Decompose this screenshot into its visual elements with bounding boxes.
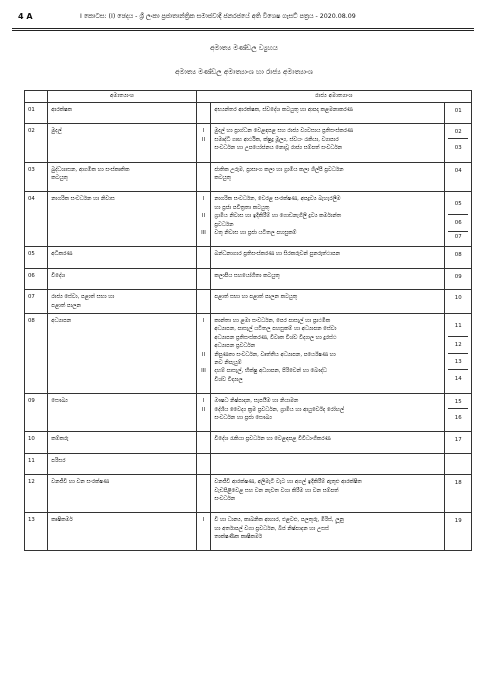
table-row <box>25 192 472 247</box>
row-number: 02 <box>25 124 48 162</box>
table-row <box>25 268 472 289</box>
state-ministry-number: 14 <box>454 376 462 383</box>
ministry-name <box>48 394 196 432</box>
ministry-name-line: කටයුතු <box>51 174 68 181</box>
table-row <box>25 313 472 393</box>
state-ministry-line: සමෘද්ධි ගෘහ ආර්ථික, ක්ෂුද්‍ර මූල්‍ය, ස්වයං රැකියා, ව්‍යාපාර <box>214 136 339 143</box>
row-number: 08 <box>25 313 48 393</box>
state-ministry-line: සංවර්ධන හා උපයෝජනය නොවූ රාජ්‍ය සම්පත් සංවර්ධන <box>214 145 343 152</box>
ministry-name-line: අධිකරණ <box>51 251 73 258</box>
roman-numeral <box>200 533 208 541</box>
roman-numerals <box>196 103 211 124</box>
state-ministry-line: අධ්‍යාපන, පාසැල් යටිතල පහසුකම් හා අධ්‍යාපන සේවා <box>214 326 337 333</box>
running-header <box>0 12 488 26</box>
roman-numeral: II <box>201 213 206 220</box>
state-ministry-line: ග්‍රාමීය නිවාස හා ඉදිකිරීම් හා ගොඩනැගිලි ද්‍රව්‍ය කර්මාන්ත <box>214 213 342 220</box>
state-ministry-line: නව නිපැයුම් <box>214 359 242 366</box>
state-ministry-number: 19 <box>454 518 462 525</box>
state-ministry-names <box>211 247 445 268</box>
ministry-name-line: ආරක්ෂක <box>51 107 72 113</box>
roman-numeral: III <box>201 229 206 236</box>
ministry-name <box>48 432 196 453</box>
state-ministry-numbers <box>445 453 472 474</box>
state-ministry-number: 05 <box>448 195 468 215</box>
state-ministry-names <box>211 313 445 393</box>
roman-numerals <box>196 192 211 247</box>
roman-numeral <box>200 487 208 495</box>
state-ministry-names <box>211 124 445 162</box>
row-number: 04 <box>25 192 48 247</box>
table-row <box>25 513 472 551</box>
ministry-name-line: කම්කරු <box>51 436 69 443</box>
roman-numeral: II <box>201 136 206 143</box>
state-ministry-line: අභ්‍යන්තර ආරක්ෂක, ස්වදේශ කටයුතු හා ආපදා කළමනාකරණ <box>214 107 353 113</box>
roman-numeral <box>200 221 208 229</box>
roman-numeral <box>200 106 208 114</box>
row-number: 09 <box>25 394 48 432</box>
state-ministry-line: කාන්තා හා ළමා සංවර්ධන, පෙර පාසැල් හා ප්‍රාථමික <box>214 317 331 324</box>
roman-numeral <box>200 342 208 350</box>
table-row <box>25 394 472 432</box>
row-number: 03 <box>25 162 48 192</box>
state-ministry-names <box>211 394 445 432</box>
table-row <box>25 103 472 124</box>
roman-numerals <box>196 453 211 474</box>
header-state-ministry: රාජ්‍ය අමාත්‍යාංශ <box>196 91 471 103</box>
ministry-name-line: විදේශ <box>51 272 66 279</box>
row-number: 12 <box>25 475 48 513</box>
state-ministry-line: හා අර්තාපල් වගා ප්‍රවර්ධන, බීජ නිෂ්පාදන හා උසස් <box>214 525 329 532</box>
ministry-name-line: මුදල් <box>51 128 62 135</box>
state-ministry-line: විශ්ව විද්‍යාල <box>214 376 243 383</box>
ministry-name-line: කෘෂිකර්ම <box>51 517 73 524</box>
state-ministry-line: දහම් පාසැල්, භික්ෂු අධ්‍යාපන, පිරිවෙන් හා බෞද්ධ <box>214 368 327 375</box>
state-ministry-line: දේශීය වෛද්‍ය ක්‍රම ප්‍රවර්ධන, ග්‍රාමීය හා ආයුර්වේද රෝහල් <box>214 406 344 413</box>
ministry-name-line: නාගරික සංවර්ධන හා නිවාස <box>51 196 115 203</box>
state-ministry-names <box>211 513 445 551</box>
roman-numeral: I <box>202 196 205 203</box>
state-ministry-numbers <box>445 432 472 453</box>
roman-numeral: I <box>202 128 205 135</box>
roman-numerals <box>196 513 211 551</box>
roman-numeral: III <box>201 368 206 375</box>
table-row <box>25 162 472 192</box>
state-ministry-names <box>211 162 445 192</box>
state-ministry-names <box>211 432 445 453</box>
ministry-name-line: අධ්‍යාපන <box>51 317 72 324</box>
state-ministry-number: 15 <box>448 397 468 408</box>
state-ministry-number <box>448 457 468 471</box>
roman-numeral <box>200 525 208 533</box>
table-row <box>25 290 472 314</box>
ministry-name <box>48 103 196 124</box>
state-ministry-line: ප්‍රවර්ධන <box>214 221 234 228</box>
roman-numeral <box>200 293 208 301</box>
roman-numeral <box>200 166 208 174</box>
state-ministry-number: 02 <box>448 127 468 138</box>
ministry-name <box>48 247 196 268</box>
state-ministry-line: කලාපීය සහයෝගිතා කටයුතු <box>214 272 280 279</box>
state-ministry-names <box>211 475 445 513</box>
table-row <box>25 124 472 162</box>
state-ministry-line: විදේශ රැකියා ප්‍රවර්ධන හා වෙළඳපළ විවිධාංගීකරණ <box>214 436 331 443</box>
table-row <box>25 453 472 474</box>
state-ministry-numbers <box>445 475 472 513</box>
table-row <box>25 475 472 513</box>
row-number: 10 <box>25 432 48 453</box>
state-ministry-numbers <box>445 394 472 432</box>
roman-numerals <box>196 475 211 513</box>
roman-numeral <box>200 435 208 443</box>
state-ministry-numbers <box>445 192 472 247</box>
state-ministry-line: වනජීවී ආරක්ෂණ, අලිමැටි වැට හා අගල් ඉදිකිරීම් ඇතුළු ආරක්ෂිත <box>214 479 362 486</box>
state-ministry-number: 09 <box>454 273 462 280</box>
roman-numeral: II <box>201 351 206 358</box>
roman-numerals <box>196 247 211 268</box>
state-ministry-number: 07 <box>454 233 462 240</box>
roman-numeral <box>200 359 208 367</box>
page-number: 4 A <box>18 12 33 21</box>
ministry-name <box>48 192 196 247</box>
roman-numeral: II <box>201 406 206 413</box>
header-cell-empty <box>25 91 48 103</box>
state-ministry-line: මුදල් හා ප්‍රාග්ධන වෙළඳපළ සහ රාජ්‍ය ව්‍යවසාය ප්‍රතිසංස්කරණ <box>214 128 353 135</box>
state-ministry-names <box>211 453 445 474</box>
state-ministry-line: පළාත් සභා හා පළාත් පාලන කටයුතු <box>214 294 298 301</box>
state-ministry-number: 06 <box>448 215 468 232</box>
state-ministry-number: 08 <box>454 252 462 259</box>
row-number: 11 <box>25 453 48 474</box>
state-ministry-number: 11 <box>448 317 468 337</box>
state-ministry-number: 03 <box>454 144 462 151</box>
state-ministry-numbers <box>445 290 472 314</box>
roman-numeral <box>200 414 208 422</box>
state-ministry-numbers <box>445 162 472 192</box>
roman-numeral <box>200 325 208 333</box>
state-ministry-line: හා ප්‍රජා පවිත්‍රතා කටයුතු <box>214 204 270 211</box>
roman-numerals <box>196 162 211 192</box>
roman-numerals <box>196 268 211 289</box>
roman-numerals <box>196 290 211 314</box>
row-number: 01 <box>25 103 48 124</box>
ministry-name <box>48 313 196 393</box>
state-ministry-number: 04 <box>454 167 462 174</box>
state-ministry-line: වී හා ධාන්‍ය, කාබනික ආහාර, එළවළු, පලතුරු, මිරිස්, ලූනු <box>214 517 344 524</box>
cabinet-structure-heading: අමාත්‍ය මණ්ඩල ව්‍යුහය <box>210 44 278 52</box>
row-number: 06 <box>25 268 48 289</box>
state-ministry-names <box>211 290 445 314</box>
state-ministry-line: ජාතික උරුම, ප්‍රාසාංග කලා හා ග්‍රාමීය කලා ශිල්පී ප්‍රවර්ධන <box>214 166 344 173</box>
state-ministry-line: සංවර්ධන <box>214 495 236 502</box>
state-ministry-names <box>211 192 445 247</box>
roman-numerals <box>196 394 211 432</box>
ministry-name-line: පළාත් පාලන <box>51 302 81 309</box>
state-ministry-numbers <box>445 247 472 268</box>
state-ministry-line <box>214 457 441 465</box>
state-ministry-names <box>211 103 445 124</box>
roman-numeral: I <box>202 317 205 324</box>
state-ministry-numbers <box>445 103 472 124</box>
state-ministry-line: කටයුතු <box>214 174 231 181</box>
ministry-name <box>48 453 196 474</box>
header-rule-2 <box>12 30 474 31</box>
state-ministry-numbers <box>445 268 472 289</box>
state-ministry-numbers <box>445 124 472 162</box>
ministry-name-line: පරිසර <box>51 457 66 464</box>
ministries-subheading: අමාත්‍ය මණ්ඩල අමාත්‍යාංශ හා රාජ්‍ය අමාත්‍යාංශ <box>175 68 313 76</box>
table-row <box>25 432 472 453</box>
ministry-name <box>48 124 196 162</box>
row-number: 05 <box>25 247 48 268</box>
state-ministry-numbers <box>445 513 472 551</box>
roman-numeral <box>200 376 208 384</box>
ministry-name <box>48 290 196 314</box>
state-ministry-line: බන්ධනාගාර ප්‍රතිසංස්කරණ හා සිරකරුවන් පුනරුත්ථාපන <box>214 251 341 258</box>
row-number: 07 <box>25 290 48 314</box>
roman-numeral: I <box>202 398 205 405</box>
header-ministry: අමාත්‍යාංශ <box>48 91 196 103</box>
roman-numeral <box>200 457 208 465</box>
state-ministry-line: අධ්‍යාපන ප්‍රවර්ධන <box>214 343 256 350</box>
ministry-name-line: බුද්ධශාසන, ආගමික හා සංස්කෘතික <box>51 166 130 173</box>
roman-numeral <box>200 272 208 280</box>
row-number: 13 <box>25 513 48 551</box>
roman-numeral <box>200 250 208 258</box>
roman-numeral <box>200 144 208 152</box>
ministry-name-line: වනජීවී හා වන සංරක්ෂණ <box>51 479 110 486</box>
ministries-table <box>24 90 472 551</box>
state-ministry-number: 17 <box>454 437 462 444</box>
state-ministry-number: 13 <box>448 354 468 371</box>
table-header-row <box>25 91 472 103</box>
roman-numeral <box>200 174 208 182</box>
state-ministry-number: 12 <box>448 337 468 354</box>
state-ministry-number: 18 <box>454 480 462 487</box>
ministry-name <box>48 162 196 192</box>
ministry-name <box>48 268 196 289</box>
state-ministry-line: සංවර්ධන හා ප්‍රජා සෞඛ්‍ය <box>214 414 272 421</box>
state-ministry-line: වැඩපිළිවෙළ සහ වන නැවත වගා කිරීම හා වන සම්පත් <box>214 487 339 494</box>
ministry-name <box>48 475 196 513</box>
state-ministry-names <box>211 268 445 289</box>
roman-numeral <box>200 495 208 503</box>
ministry-name <box>48 513 196 551</box>
state-ministry-numbers <box>445 313 472 393</box>
gazette-title: I කොටස: (I) ඡෙදය - ශ්‍රී ලංකා ප්‍රජාතාන්ත්‍රික සමාජවාදී ජනරජයේ අති විශෙෂ ගැසට් පත්‍රය - 2020.08.09 <box>80 13 356 20</box>
state-ministry-line: තාක්ෂණික කෘෂිකර්ම <box>214 534 263 541</box>
roman-numerals <box>196 124 211 162</box>
roman-numerals <box>196 432 211 453</box>
ministry-name-line: සෞඛ්‍ය <box>51 398 68 405</box>
state-ministry-line: ඖෂධ නිෂ්පාදන, සැපයීම හා නියාමන <box>214 398 299 405</box>
roman-numeral <box>200 204 208 212</box>
roman-numeral: I <box>202 517 205 524</box>
roman-numeral <box>200 478 208 486</box>
roman-numerals <box>196 313 211 393</box>
ministry-name-line: රාජ්‍ය සේවා, පළාත් සභා හා <box>51 294 115 301</box>
state-ministry-number: 10 <box>454 295 462 302</box>
header-rule <box>12 28 474 29</box>
roman-numeral <box>200 334 208 342</box>
state-ministry-line: අධ්‍යාපන ප්‍රතිසංස්කරණ, විවෘත විශ්ව විද්‍යාල හා දුරස්ථ <box>214 334 337 341</box>
state-ministry-line: නිපුණතා සංවර්ධන, වෘත්තීය අධ්‍යාපන, පර්යේෂණ හා <box>214 351 336 358</box>
state-ministry-line: වතු නිවාස හා ප්‍රජා යටිතල පහසුකම් <box>214 229 297 236</box>
table-row <box>25 247 472 268</box>
state-ministry-number: 16 <box>454 414 462 421</box>
state-ministry-number: 01 <box>454 108 462 114</box>
state-ministry-line: නාගරික සංවර්ධන, වෙරළ සංරක්ෂණ, අපද්‍රව්‍ය බැහැරලීම <box>214 196 341 203</box>
